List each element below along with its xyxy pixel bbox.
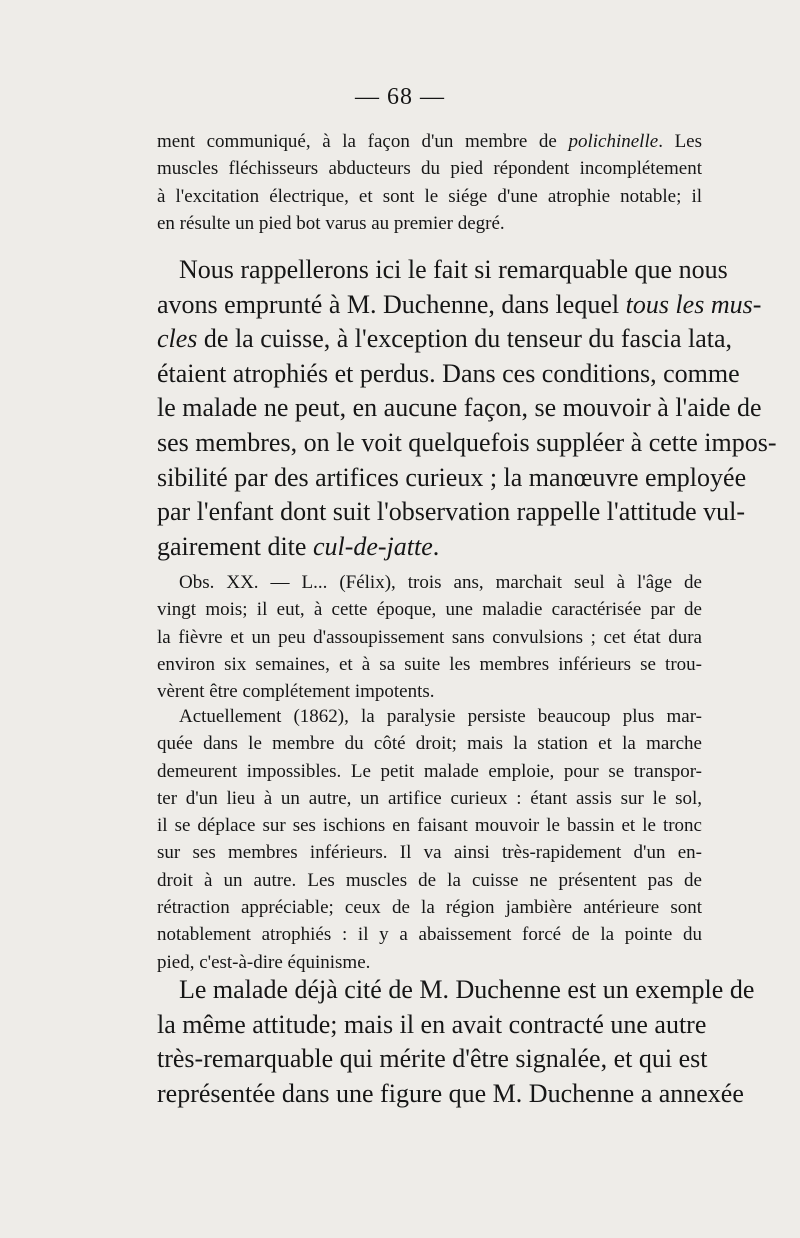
italic-text: cles <box>157 324 198 354</box>
text-line <box>157 1008 707 1043</box>
text-segment: avons emprunté à M. Duchenne, dans lequel <box>157 289 626 319</box>
text-line <box>157 357 740 392</box>
text-line <box>157 921 702 948</box>
text-segment: pied, c'est-à-dire équinisme. <box>157 951 371 973</box>
text-segment: représentée dans une figure que M. Duchenne a annexée <box>157 1078 744 1108</box>
text-line <box>157 839 702 866</box>
text-line <box>157 128 702 155</box>
text-segment: le malade ne peut, en aucune façon, se mouvoir à l'aide de <box>157 393 762 423</box>
text-segment: rétraction appréciable; ceux de la région jambière antérieure sont <box>157 897 702 919</box>
text-segment: ment communiqué, à la façon d'un membre de <box>157 131 569 152</box>
text-line <box>157 703 702 730</box>
text-segment: de la cuisse, à l'exception du tenseur du fascia lata, <box>197 324 733 354</box>
text-segment: sur ses membres inférieurs. Il va ainsi très-rapidement d'un en- <box>157 842 702 864</box>
text-segment: ter d'un lieu à un autre, un artifice curieux : étant assis sur le sol, <box>157 787 702 809</box>
text-line <box>157 730 702 757</box>
text-segment: vingt mois; il eut, à cette époque, une maladie caractérisée par de <box>157 599 702 621</box>
paragraph-observation-xx <box>157 569 702 705</box>
text-segment: vèrent être complétement impotents. <box>157 681 435 703</box>
text-segment: à l'excitation électrique, et sont le siége d'une atrophie notable; il <box>157 185 702 207</box>
text-segment: en résulte un pied bot varus au premier degré. <box>157 212 505 234</box>
text-line <box>157 288 762 323</box>
paragraph-case-summary <box>157 128 702 237</box>
text-segment: sibilité par des artifices curieux ; la manœuvre employée <box>157 462 747 492</box>
text-segment: gairement dite <box>157 531 313 561</box>
text-segment: notablement atrophiés : il y a abaissement forcé de la pointe du <box>157 924 702 946</box>
text-line <box>157 758 702 785</box>
text-line <box>157 253 728 288</box>
text-line <box>157 495 746 530</box>
text-segment: ses membres, on le voit quelquefois suppléer à cette impos- <box>157 427 777 457</box>
italic-text: tous les mus- <box>625 289 762 319</box>
text-line <box>157 183 702 210</box>
text-line <box>157 812 702 839</box>
text-line <box>157 894 702 921</box>
italic-text: cul-de-jatte <box>312 531 433 561</box>
text-line <box>157 949 702 976</box>
text-line <box>157 391 762 426</box>
text-segment: Obs. XX. — L... (Félix), trois ans, marchait seul à l'âge de <box>179 572 702 593</box>
text-line <box>157 651 702 678</box>
text-segment: Actuellement (1862), la paralysie persiste beaucoup plus mar- <box>179 706 702 727</box>
text-segment: quée dans le membre du côté droit; mais la station et la marche <box>157 733 702 755</box>
text-line <box>157 461 747 496</box>
text-segment: il se déplace sur ses ischions en faisant mouvoir le bassin et le tronc <box>157 815 702 837</box>
page-number: — 68 — <box>355 84 445 110</box>
text-segment: Le malade déjà cité de M. Duchenne est un exemple de <box>179 975 755 1004</box>
text-segment: muscles fléchisseurs abducteurs du pied répondent incomplétement <box>157 158 702 180</box>
text-line <box>157 155 702 182</box>
text-line <box>157 426 777 461</box>
paragraph-duchenne-case <box>157 253 777 564</box>
text-line <box>157 210 702 237</box>
text-segment: demeurent impossibles. Le petit malade emploie, pour se transpor- <box>157 760 702 782</box>
text-segment: étaient atrophiés et perdus. Dans ces conditions, comme <box>157 358 740 388</box>
text-segment: . Les <box>658 131 703 152</box>
text-line <box>157 624 702 651</box>
text-segment: la même attitude; mais il en avait contracté une autre <box>157 1009 707 1039</box>
paragraph-current-state <box>157 703 702 976</box>
text-line <box>157 867 702 894</box>
text-line <box>157 569 702 596</box>
text-segment: par l'enfant dont suit l'observation rappelle l'attitude vul- <box>157 497 746 527</box>
text-line <box>157 785 702 812</box>
text-segment: très-remarquable qui mérite d'être signalée, et qui est <box>157 1044 708 1074</box>
text-line <box>157 678 702 705</box>
text-segment: environ six semaines, et à sa suite les membres inférieurs se trou- <box>157 653 702 675</box>
text-line <box>157 1042 708 1077</box>
text-segment: . <box>432 531 440 561</box>
text-segment: la fièvre et un peu d'assoupissement sans convulsions ; cet état dura <box>157 626 702 648</box>
paragraph-same-attitude <box>157 973 755 1111</box>
text-segment: droit à un autre. Les muscles de la cuisse ne présentent pas de <box>157 869 702 891</box>
text-line <box>157 530 702 565</box>
text-line <box>157 973 755 1008</box>
text-line <box>157 596 702 623</box>
text-line <box>157 1077 744 1112</box>
text-segment: Nous rappellerons ici le fait si remarquable que nous <box>179 255 728 284</box>
italic-text: polichinelle <box>568 131 659 152</box>
text-line <box>157 322 733 357</box>
